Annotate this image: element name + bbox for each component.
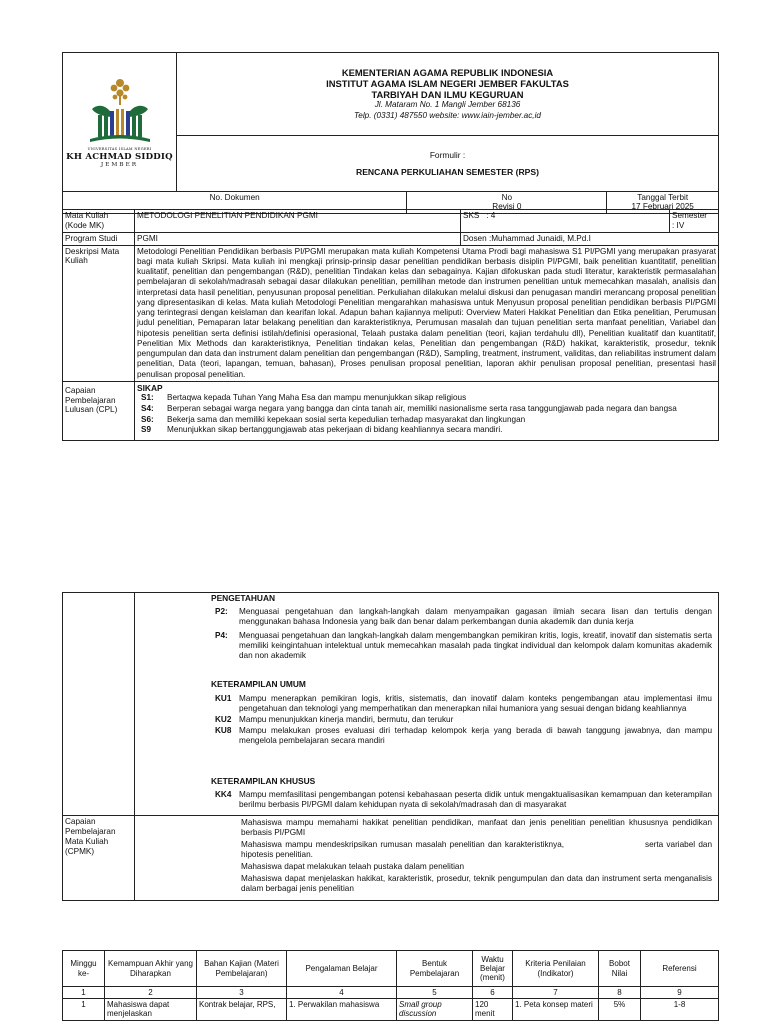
cpmk-item: Mahasiswa dapat menjelaskan hakikat, karakteristik, prosedur, teknik pengumpulan dan data dan instrument serta menganalisis dalam berbagai jenis penelitian (241, 873, 712, 893)
mata-kuliah-row (63, 210, 719, 233)
no-dokumen-label: No. Dokumen (209, 193, 260, 202)
document-header (62, 52, 719, 214)
col-kemampuan: Kemampuan Akhir yang Diharapkan (105, 951, 197, 987)
revisi-value: Revisi 0 (492, 202, 522, 212)
prodi-value: PGMI (135, 232, 461, 245)
cpl-continuation-label (63, 593, 135, 816)
col-pengalaman: Pengalaman Belajar (287, 951, 397, 987)
course-info-table (62, 209, 719, 441)
schedule-header-row (63, 951, 719, 987)
cpmk-item: Mahasiswa dapat melakukan telaah pustaka dalam penelitian (241, 861, 465, 871)
deskripsi-label: Deskripsi Mata Kuliah (63, 245, 135, 381)
mata-kuliah-label: Mata Kuliah (Kode MK) (63, 210, 135, 233)
logo-city: JEMBER (100, 162, 139, 169)
table-cell: 7 (513, 987, 599, 999)
semester-value: : IV (672, 220, 685, 230)
kk-item: KK4 Mampu memfasilitasi pengembangan potensi kebahasaan peserta didik untuk mengaktualisasikan kemampuan dan keterampilan berilmu berbasis PI/PGMI dalam kehidupan nyata di sekolah/madrasah dan di masyarakat (215, 789, 712, 809)
prodi-row (63, 232, 719, 245)
logo-emblem-icon (78, 75, 162, 147)
deskripsi-text: Metodologi Penelitian Pendidikan berbasis PI/PGMI merupakan mata kuliah Kompetensi Utama Prodi bagi mahasiswa S1 PI/PGMI yang merupakan prasyarat bagi mata kuliah Skripsi. Mata kuliah ini mengkaji prinsip-prinsip dasar penelitian pendidikan berbasis disiplin PI/PGMI, baik penelitian kuantitatif, penelitian kualitatif, penelitian dan pengembangan (R&D), penelitian Tindakan kelas dan sebagainya. Kajian difokuskan pada studi literatur, karakteristik permasalahan pembelajaran di sekolah/madrasah sebagai dasar dilakukan penelitian, pemilihan metode dan instrumen penelitian untuk memecahkan masalah, analisis dan interpretasi data hasil penelitian, penyusunan proposal penelitian. Perkuliahan dilakukan melalui diskusi dan penugasan mandiri merancang proposal penelitian yang dipresentasikan di kelas. Mata kuliah Metodologi Penelitian mengarahkan mahasiswa untuk Menyusun proposal penelitian pendidikan berbasis PI/PGMI yang terintegrasi dengan keislaman dan kearifan lokal. Adapun bahan kajiannya meliputi: Overview Materi Hakikat Penelitian dan Etika penelitian, Perumusan judul penelitian, Pemaparan latar belakang penelitian dan karakteristiknya, Perumusan masalah dan tujuan penelitian serta manfaat penelitian, Variabel dan hipotesis penelitian serta definisi istilah/definisi operasional, Telaah pustaka dalam penelitian (teori, kajian terdahulu dll), Penelitian kualitatif dan kuantitatif, Penelitian Mix Methods dan karakteristiknya, Penelitian tindakan kelas, Penelitian dan pengembangan (R&D) hakikat, karakteristik, prosedur, teknik pengumpulan dan data dan instrument dalam penelitian dan pengembangan (R&D), Sampling, treatment, instrument, validitas, dan reliabilitas instrument dalam penelitian, Data (teori, lapangan, temuan, bahasan), Proses penulisan proposal penelitian, laporan akhir penulisan proposal penelitian, presentasi hasil penulisan proposal penelitian. (135, 245, 719, 381)
table-cell: 6 (473, 987, 513, 999)
table-cell: Mahasiswa dapat menjelaskan (105, 999, 197, 1020)
form-cell (177, 136, 719, 192)
col-kriteria: Kriteria Penilaian (Indikator) (513, 951, 599, 987)
dosen-value: Dosen :Muhammad Junaidi, M.Pd.I (461, 232, 719, 245)
logo-name: KH ACHMAD SIDDIQ (66, 151, 173, 162)
schedule-table (62, 950, 719, 1021)
deskripsi-row (63, 245, 719, 381)
keterampilan-umum-title: KETERAMPILAN UMUM (211, 679, 306, 690)
tanggal-label: Tanggal Terbit (637, 193, 689, 202)
logo-cell (63, 53, 177, 192)
col-bobot: Bobot Nilai (599, 951, 641, 987)
logo-small-text: UNIVERSITAS ISLAM NEGERI (87, 146, 152, 151)
institution-cell (177, 53, 719, 136)
schedule-number-row (63, 987, 719, 999)
table-row (63, 999, 719, 1020)
col-waktu: Waktu Belajar (menit) (473, 951, 513, 987)
col-minggu: Minggu ke- (63, 951, 105, 987)
table-cell: Kontrak belajar, RPS, (197, 999, 287, 1020)
table-cell: 1 (63, 987, 105, 999)
sikap-title: SIKAP (137, 382, 163, 393)
institution-address: Jl. Mataram No. 1 Mangli Jember 68136 (374, 99, 521, 109)
table-cell: 9 (641, 987, 719, 999)
col-bentuk: Bentuk Pembelajaran (397, 951, 473, 987)
keterampilan-khusus-title: KETERAMPILAN KHUSUS (211, 775, 316, 786)
cpl-row (63, 381, 719, 440)
ku-item: KU2 Mampu menunjukkan kinerja mandiri, bermutu, dan terukur (215, 714, 454, 724)
cpl-continuation-content (135, 593, 719, 816)
tanggal-value: 17 Februari 2025 (631, 202, 694, 212)
cpl-content (135, 381, 719, 440)
table-cell: 5 (397, 987, 473, 999)
sks-cell (461, 210, 670, 233)
sks-value: : 4 (486, 211, 496, 220)
table-cell: 5% (599, 999, 641, 1020)
ku-item: KU8 Mampu melakukan proses evaluasi diri terhadap kelompok kerja yang berada di bawah tanggung jawabnya, dan mampu mengelola pembelajaran secara mandiri (215, 725, 712, 745)
cpmk-item: Mahasiswa mampu memahami hakikat penelitian pendidikan, manfaat dan jenis penelitian penelitian khususnya pendidikan berbasis PI/PGMI (241, 817, 712, 837)
institution-contact: Telp. (0331) 487550 website: www.iain-jember.ac,id (354, 110, 541, 120)
col-referensi: Referensi (641, 951, 719, 987)
institution-line-3: TARBIYAH DAN ILMU KEGURUAN (371, 88, 524, 100)
semester-cell (670, 210, 719, 233)
prodi-label: Program Studi (63, 232, 135, 245)
sikap-item: S9 Menunjukkan sikap bertanggungjawab atas pekerjaan di bidang keahliannya secara mandiri. (141, 425, 503, 435)
table-cell: 120 menit (473, 999, 513, 1020)
institution-line-2: INSTITUT AGAMA ISLAM NEGERI JEMBER FAKULTAS (326, 77, 569, 89)
cpl-continuation-row (63, 593, 719, 816)
mata-kuliah-value: METODOLOGI PENELITIAN PENDIDIKAN PGMI (135, 210, 461, 233)
ku-item: KU1 Mampu menerapkan pemikiran logis, kritis, sistematis, dan inovatif dalam konteks pengembangan atau implementasi ilmu pengetahuan dan teknologi yang memperhatikan dan menerapkan nilai humaniora yang sesuai dengan bidang keahliannya (215, 693, 712, 713)
pengetahuan-item: P2: Menguasai pengetahuan dan langkah-langkah dalam menyampaikan gagasan ilmiah secara lisan dan tertulis dengan menggunakan bahasa Indonesia yang baik dan benar dalam perkembangan dunia akademik dan dunia kerja (215, 607, 712, 627)
table-cell: 1. Peta konsep materi (513, 999, 599, 1020)
pengetahuan-item: P4: Menguasai pengetahuan dan langkah-langkah dalam mengembangkan pemikiran kritis, logis, kreatif, inovatif dan sistematis serta memiliki keingintahuan intelektual untuk memecahkan masalah pada tingkat individual dan kelompok dalam komunitas akademik dan non akademik (215, 631, 712, 661)
table-cell: Small group discussion (397, 999, 473, 1020)
cpmk-item: Mahasiswa mampu mendeskripsikan rumusan masalah penelitian dan karakteristiknya, serta variabel dan hipotesis penelitian. (241, 839, 715, 859)
table-cell: 1-8 (641, 999, 719, 1020)
table-cell: 3 (197, 987, 287, 999)
form-title: RENCANA PERKULIAHAN SEMESTER (RPS) (355, 166, 540, 177)
col-bahan: Bahan Kajian (Materi Pembelajaran) (197, 951, 287, 987)
university-logo (65, 75, 174, 170)
form-label: Formulir : (429, 149, 466, 160)
no-label: No (501, 193, 513, 202)
sks-label: SKS (463, 211, 480, 220)
table-cell: 4 (287, 987, 397, 999)
semester-label: Semester (672, 211, 708, 220)
table-cell: 8 (599, 987, 641, 999)
institution-line-1: KEMENTERIAN AGAMA REPUBLIK INDONESIA (341, 66, 554, 78)
sikap-item: S4: Berperan sebagai warga negara yang bangga dan cinta tanah air, memiliki nasionalisme serta rasa tanggungjawab pada negara dan bangsa (141, 403, 677, 413)
cpmk-content (135, 815, 719, 900)
cpmk-row (63, 815, 719, 900)
cpmk-label: Capaian Pembelajaran Mata Kuliah (CPMK) (63, 815, 135, 900)
table-cell: 1 (63, 999, 105, 1020)
table-cell: 2 (105, 987, 197, 999)
sikap-item: S6: Bekerja sama dan memiliki kepekaan sosial serta kepedulian terhadap masyarakat dan lingkungan (141, 414, 526, 424)
cpl-label: Capaian Pembelajaran Lulusan (CPL) (63, 381, 135, 440)
cpl-continuation-table (62, 592, 719, 901)
sikap-item: S1: Bertaqwa kepada Tuhan Yang Maha Esa dan mampu menunjukkan sikap religious (141, 392, 467, 402)
pengetahuan-title: PENGETAHUAN (211, 593, 276, 603)
table-cell: 1. Perwakilan mahasiswa (287, 999, 397, 1020)
